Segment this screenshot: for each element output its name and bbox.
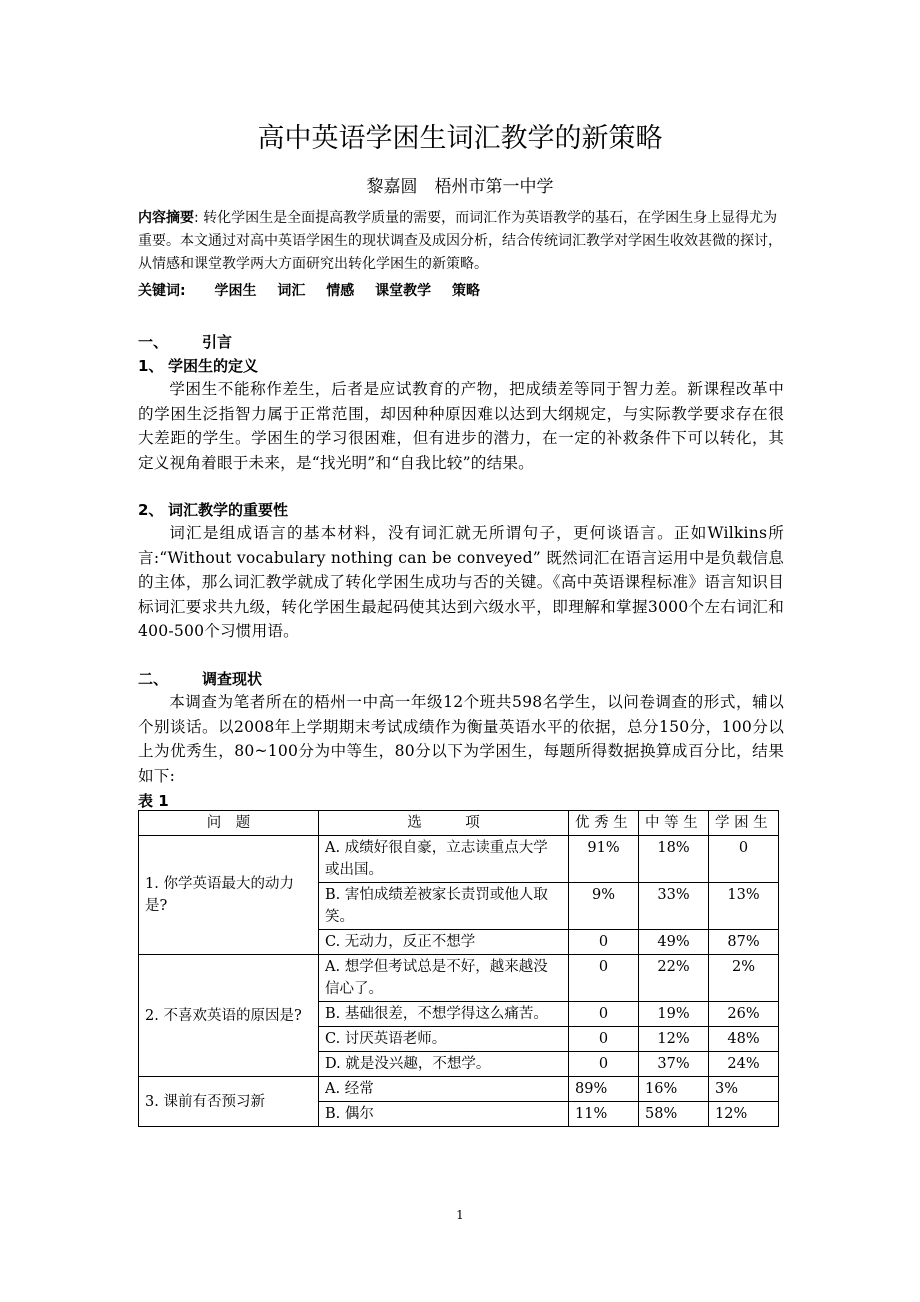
value-cell: 37%	[639, 1052, 709, 1077]
column-header: 学 困 生	[709, 811, 779, 836]
section-title: 引言	[202, 333, 233, 351]
option-cell: D. 就是没兴趣，不想学。	[319, 1052, 569, 1077]
option-cell: B. 基础很差，不想学得这么痛苦。	[319, 1002, 569, 1027]
column-header: 优 秀 生	[569, 811, 639, 836]
paragraph: 学困生不能称作差生，后者是应试教育的产物，把成绩差等同于智力差。新课程改革中的学困生泛指智力属于正常范围，却因种种原因难以达到大纲规定，与实际教学要求存在很大差距的学生。学困生的学习很困难，但有进步的潜力，在一定的补救条件下可以转化，其定义视角着眼于未来，是“找光明”和“自我比较”的结果。	[138, 380, 784, 472]
abstract-text: : 转化学困生是全面提高教学质量的需要，而词汇作为英语教学的基石，在学困生身上显得尤为重要。本文通过对高中英语学困生的现状调查及成因分析，结合传统词汇教学对学困生收效甚微的探讨，从情感和课堂教学两大方面研究出转化学困生的新策略。	[138, 210, 782, 272]
question-cell: 3. 课前有否预习新	[139, 1077, 319, 1127]
value-cell: 12%	[639, 1027, 709, 1052]
value-cell: 9%	[569, 883, 639, 930]
author-line: 黎嘉圆 梧州市第一中学	[366, 177, 554, 197]
option-cell: B. 偶尔	[319, 1102, 569, 1127]
section-number: 一、	[138, 333, 169, 351]
option-cell: A. 成绩好很自豪，立志读重点大学或出国。	[319, 836, 569, 883]
abstract-label: 内容摘要	[138, 210, 194, 226]
subsection-1-1-heading	[138, 355, 258, 376]
question-cell: 1. 你学英语最大的动力是?	[139, 836, 319, 955]
value-cell: 19%	[639, 1002, 709, 1027]
value-cell: 12%	[709, 1102, 779, 1127]
column-header: 问 题	[139, 811, 319, 836]
paragraph: 词汇是组成语言的基本材料，没有词汇就无所谓句子，更何谈语言。正如Wilkins所言:“Without vocabulary nothing can be conveyed” 既然词汇在语言运用中是负载信息的主体，那么词汇教学就成了转化学困生成功与否的关键。《高中英语课程标准》语言知识目标词汇要求共九级，转化学困生最起码使其达到六级水平，即理解和掌握3000个左右词汇和400-500个习惯用语。	[138, 524, 784, 641]
keywords-label: 关键词:	[138, 283, 186, 299]
value-cell: 87%	[709, 930, 779, 955]
column-header: 中 等 生	[639, 811, 709, 836]
page-number: 1	[456, 1208, 464, 1222]
subsection-number: 2、	[138, 501, 164, 519]
value-cell: 22%	[639, 955, 709, 1002]
table-row	[139, 1077, 779, 1102]
option-cell: A. 想学但考试总是不好，越来越没信心了。	[319, 955, 569, 1002]
paragraph: 本调查为笔者所在的梧州一中高一年级12个班共598名学生，以问卷调查的形式，辅以个别谈话。以2008年上学期期末考试成绩作为衡量英语水平的依据，总分150分，100分以上为优秀生，80~100分为中等生，80分以下为学困生，每题所得数据换算成百分比，结果如下:	[138, 693, 784, 785]
keyword: 策略	[451, 283, 480, 299]
keyword: 课堂教学	[375, 283, 432, 299]
option-cell: C. 无动力，反正不想学	[319, 930, 569, 955]
keyword: 情感	[326, 283, 355, 299]
value-cell: 2%	[709, 955, 779, 1002]
value-cell: 89%	[569, 1077, 639, 1102]
value-cell: 33%	[639, 883, 709, 930]
option-cell: C. 讨厌英语老师。	[319, 1027, 569, 1052]
value-cell: 16%	[639, 1077, 709, 1102]
table-row	[139, 955, 779, 1002]
value-cell: 0	[569, 1052, 639, 1077]
value-cell: 24%	[709, 1052, 779, 1077]
value-cell: 0	[569, 1002, 639, 1027]
value-cell: 0	[569, 955, 639, 1002]
table-label: 表 1	[138, 792, 169, 810]
keyword: 学困生	[214, 283, 257, 299]
value-cell: 18%	[639, 836, 709, 883]
value-cell: 91%	[569, 836, 639, 883]
value-cell: 49%	[639, 930, 709, 955]
section-2-heading	[138, 668, 262, 689]
value-cell: 0	[569, 930, 639, 955]
survey-table	[138, 810, 779, 1127]
subsection-title: 词汇教学的重要性	[168, 501, 289, 519]
value-cell: 0	[709, 836, 779, 883]
value-cell: 13%	[709, 883, 779, 930]
paper-title: 高中英语学困生词汇教学的新策略	[257, 123, 663, 154]
value-cell: 58%	[639, 1102, 709, 1127]
value-cell: 11%	[569, 1102, 639, 1127]
option-cell: B. 害怕成绩差被家长责罚或他人取笑。	[319, 883, 569, 930]
table-row	[139, 836, 779, 883]
keywords	[138, 280, 783, 300]
value-cell: 3%	[709, 1077, 779, 1102]
subsection-1-2-heading	[138, 499, 288, 520]
section-1-heading	[138, 331, 232, 352]
section-title: 调查现状	[202, 670, 263, 688]
question-cell: 2. 不喜欢英语的原因是?	[139, 955, 319, 1077]
value-cell: 26%	[709, 1002, 779, 1027]
subsection-title: 学困生的定义	[168, 357, 259, 375]
subsection-number: 1、	[138, 357, 164, 375]
keyword: 词汇	[277, 283, 306, 299]
option-cell: A. 经常	[319, 1077, 569, 1102]
abstract	[138, 207, 783, 276]
table-header-row	[139, 811, 779, 836]
column-header: 选 项	[319, 811, 569, 836]
value-cell: 48%	[709, 1027, 779, 1052]
section-number: 二、	[138, 670, 169, 688]
value-cell: 0	[569, 1027, 639, 1052]
